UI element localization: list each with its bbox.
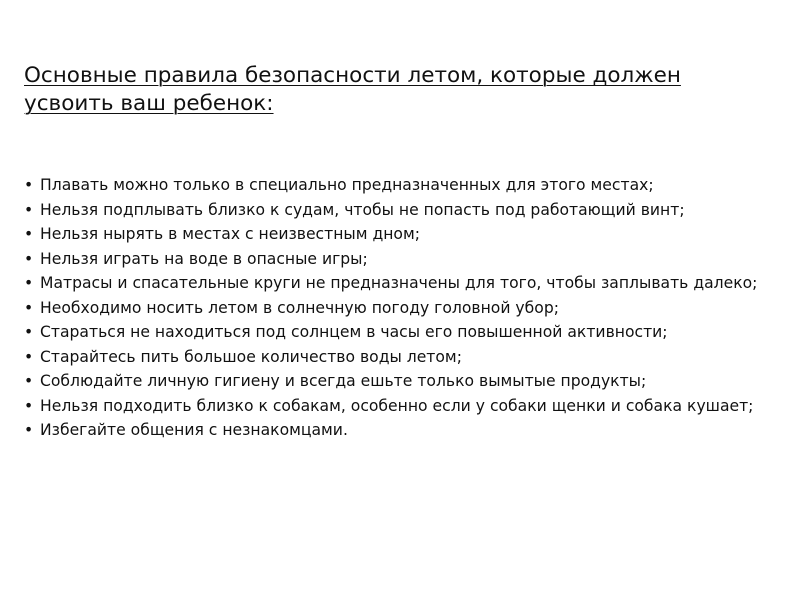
list-item (24, 297, 784, 319)
slide-title: Основные правила безопасности летом, которые должен усвоить ваш ребенок: (24, 63, 681, 116)
rules-list (24, 174, 784, 444)
list-item-text: Нельзя нырять в местах с неизвестным дном; (40, 225, 420, 243)
list-item-text: Плавать можно только в специально предназначенных для этого местах; (40, 176, 654, 194)
bullet-icon: • (24, 298, 34, 317)
bullet-icon: • (24, 323, 34, 341)
list-item (24, 346, 784, 368)
list-item (24, 174, 784, 196)
bullet-icon: • (24, 249, 34, 268)
bullet-icon: • (24, 274, 34, 292)
list-item-text: Нельзя подходить близко к собакам, особенно если у собаки щенки и собака кушает; (40, 396, 754, 415)
bullet-icon: • (24, 421, 34, 439)
list-item (24, 370, 784, 392)
bullet-icon: • (24, 372, 34, 390)
list-item-text: Старайтесь пить большое количество воды летом; (40, 347, 462, 366)
bullet-icon: • (24, 200, 34, 219)
list-item-text: Нельзя играть на воде в опасные игры; (40, 249, 368, 268)
list-item (24, 248, 784, 270)
list-item-text: Стараться не находиться под солнцем в часы его повышенной активности; (40, 323, 668, 341)
bullet-icon: • (24, 396, 34, 415)
bullet-icon: • (24, 225, 34, 243)
list-item-text: Необходимо носить летом в солнечную погоду головной убор; (40, 298, 559, 317)
list-item (24, 272, 784, 294)
list-item-text: Избегайте общения с незнакомцами. (40, 421, 348, 439)
list-item-text: Матрасы и спасательные круги не предназначены для того, чтобы заплывать далеко; (40, 274, 758, 292)
list-item (24, 321, 784, 343)
list-item-text: Соблюдайте личную гигиену и всегда ешьте только вымытые продукты; (40, 372, 647, 390)
list-item-text: Нельзя подплывать близко к судам, чтобы не попасть под работающий винт; (40, 200, 685, 219)
bullet-icon: • (24, 176, 34, 194)
list-item (24, 199, 784, 221)
list-item (24, 419, 784, 441)
list-item (24, 223, 784, 245)
bullet-icon: • (24, 347, 34, 366)
list-item (24, 395, 784, 417)
